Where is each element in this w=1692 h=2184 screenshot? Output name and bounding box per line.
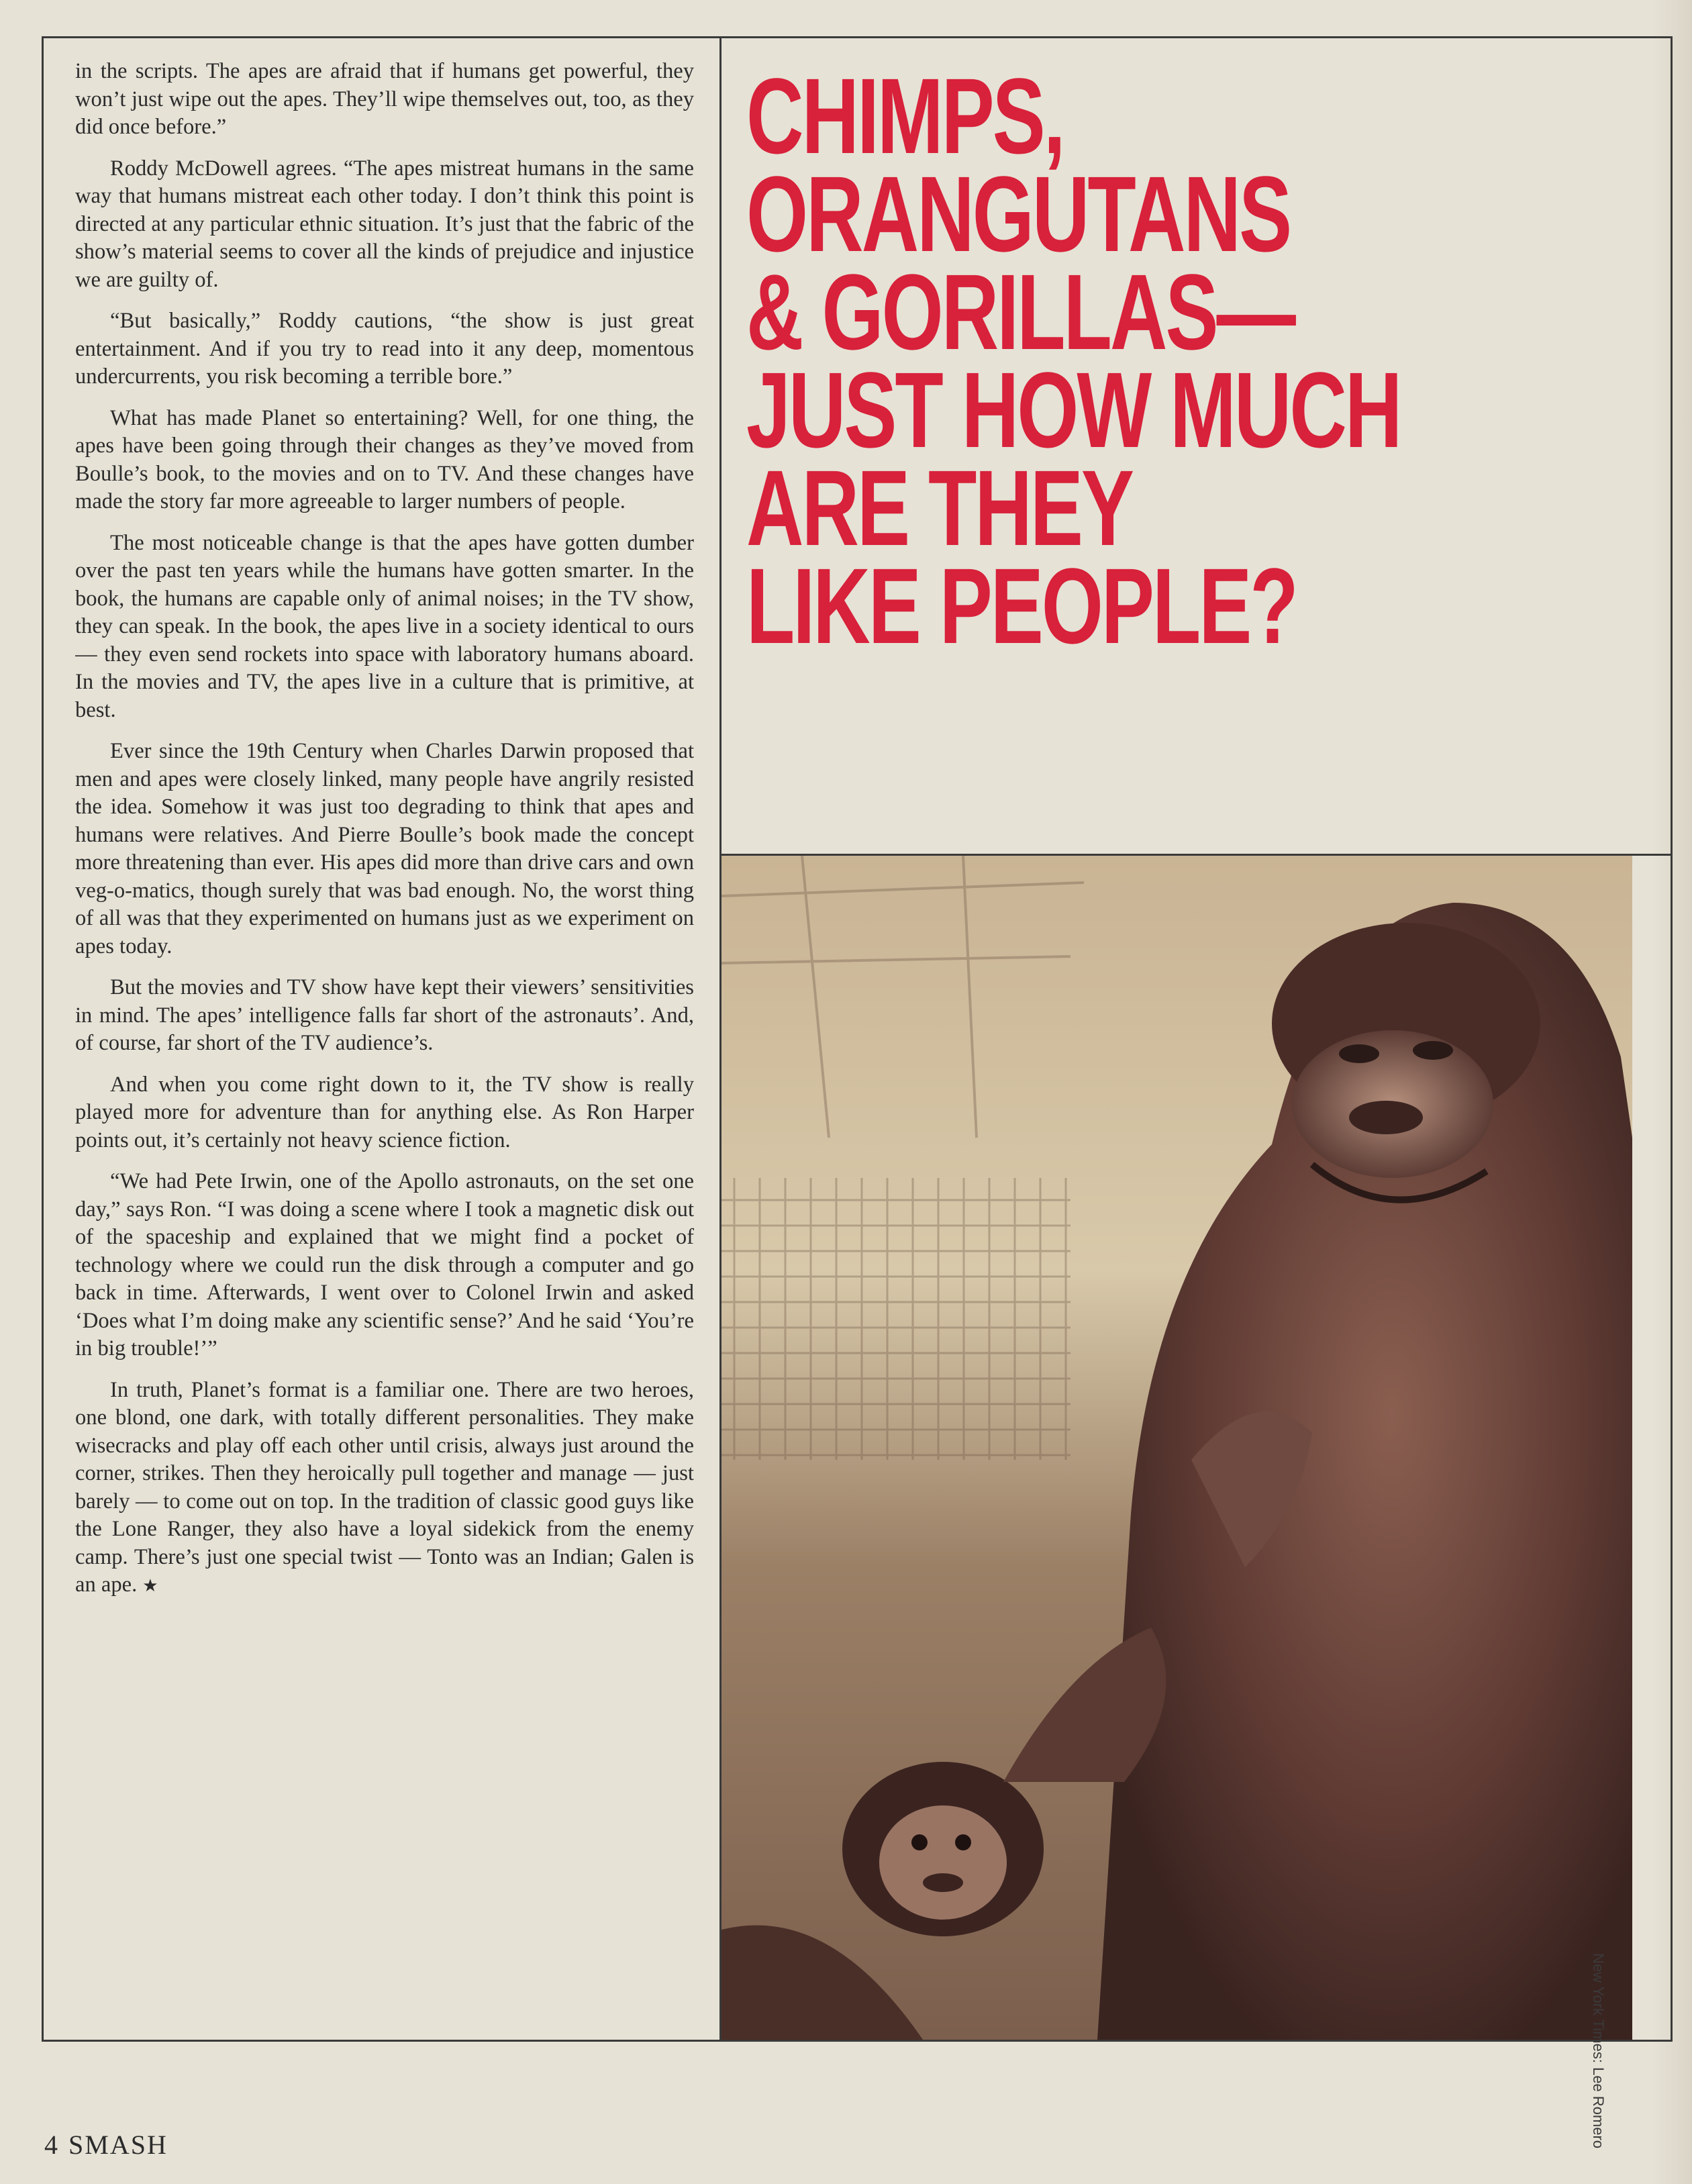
headline-line-4: JUST HOW MUCH <box>746 350 1401 470</box>
headline <box>746 56 1645 846</box>
body-paragraph-10-text: In truth, Planet’s format is a familiar one. There are two heroes, one blond, one dark, with totally different personalities. They make wisecracks and play off each other until crisis, always just around the corner, strikes. Then they heroically pull together and manage — just barely — to come out on top. In the tradition of classic good guys like the Lone Ranger, they also have a loyal sidekick from the enemy camp. There’s just one special twist — Tonto was an Indian; Galen is an ape. <box>75 1377 694 1597</box>
magazine-name: SMASH <box>68 2130 168 2160</box>
body-paragraph-2: Roddy McDowell agrees. “The apes mistreat humans in the same way that humans mistreat each other today. I don’t think this point is directed at any particular ethnic situation. It’s just that the fabric of the show’s material seems to cover all the kinds of prejudice and injustice we are guilty of. <box>75 156 694 292</box>
body-paragraph-10 <box>75 1377 694 1601</box>
gorilla-photo <box>721 856 1632 2040</box>
headline-line-5: ARE THEY <box>746 448 1132 568</box>
body-paragraph-7: But the movies and TV show have kept their viewers’ sensitivities in mind. The apes’ intelligence falls far short of the astronauts’. And, of course, far short of the TV audience’s. <box>75 975 694 1055</box>
photo-credit: New York Times: Lee Romero <box>1590 1953 1607 2149</box>
body-paragraph-6: Ever since the 19th Century when Charles Darwin proposed that men and apes were closely linked, many people have angrily resisted the idea. Somehow it was just too degrading to think that apes and humans were relatives. And Pierre Boulle’s book made the concept more threatening than ever. His apes did more than drive cars and own veg-o-matics, though surely that was bad enough. No, the worst thing of all was that they experimented on humans just as we experiment on apes today. <box>75 739 694 958</box>
body-paragraph-8: And when you come right down to it, the TV show is really played more for adventure than for anything else. As Ron Harper points out, it’s certainly not heavy science fiction. <box>75 1072 694 1152</box>
body-paragraph-1: in the scripts. The apes are afraid that if humans get powerful, they won’t just wipe out the apes. They’ll wipe themselves out, too, as they did once before.” <box>75 59 694 139</box>
headline-line-3: & GORILLAS— <box>746 252 1294 372</box>
body-paragraph-5: The most noticeable change is that the apes have gotten dumber over the past ten years while the humans have gotten smarter. In the book, the humans are capable only of animal noises; in the TV show, they can speak. In the book, the apes live in a society identical to ours — they even send rockets into space with laboratory humans aboard. In the movies and TV, the apes live in a culture that is primitive, at best. <box>75 530 694 722</box>
headline-line-6: LIKE PEOPLE? <box>746 546 1297 666</box>
body-paragraph-9: “We had Pete Irwin, one of the Apollo astronauts, on the set one day,” says Ron. “I was doing a scene where I took a magnetic disk out of the spaceship and explained that we might find a pocket of technology where we could run the disk through a computer and go back in time. Afterwards, I went over to Colonel Irwin and asked ‘Does what I’m doing make any scientific sense?’ And he said ‘You’re in big trouble!’” <box>75 1169 694 1360</box>
body-paragraph-4: What has made Planet so entertaining? Well, for one thing, the apes have been going through their changes as they’ve moved from Boulle’s book, to the movies and on to TV. And these changes have made the story far more agreeable to larger numbers of people. <box>75 405 694 513</box>
headline-line-1: CHIMPS, <box>746 56 1064 176</box>
end-star-icon: ★ <box>142 1576 158 1596</box>
gorilla-photo-illustration <box>721 856 1632 2040</box>
headline-line-2: ORANGUTANS <box>746 154 1291 274</box>
article-body-column <box>75 58 694 2024</box>
page-number: 4 <box>44 2130 58 2160</box>
page-folio <box>44 2129 168 2161</box>
body-paragraph-3: “But basically,” Roddy cautions, “the show is just great entertainment. And if you try to read into it any deep, momentous undercurrents, you risk becoming a terrible bore.” <box>75 309 694 389</box>
